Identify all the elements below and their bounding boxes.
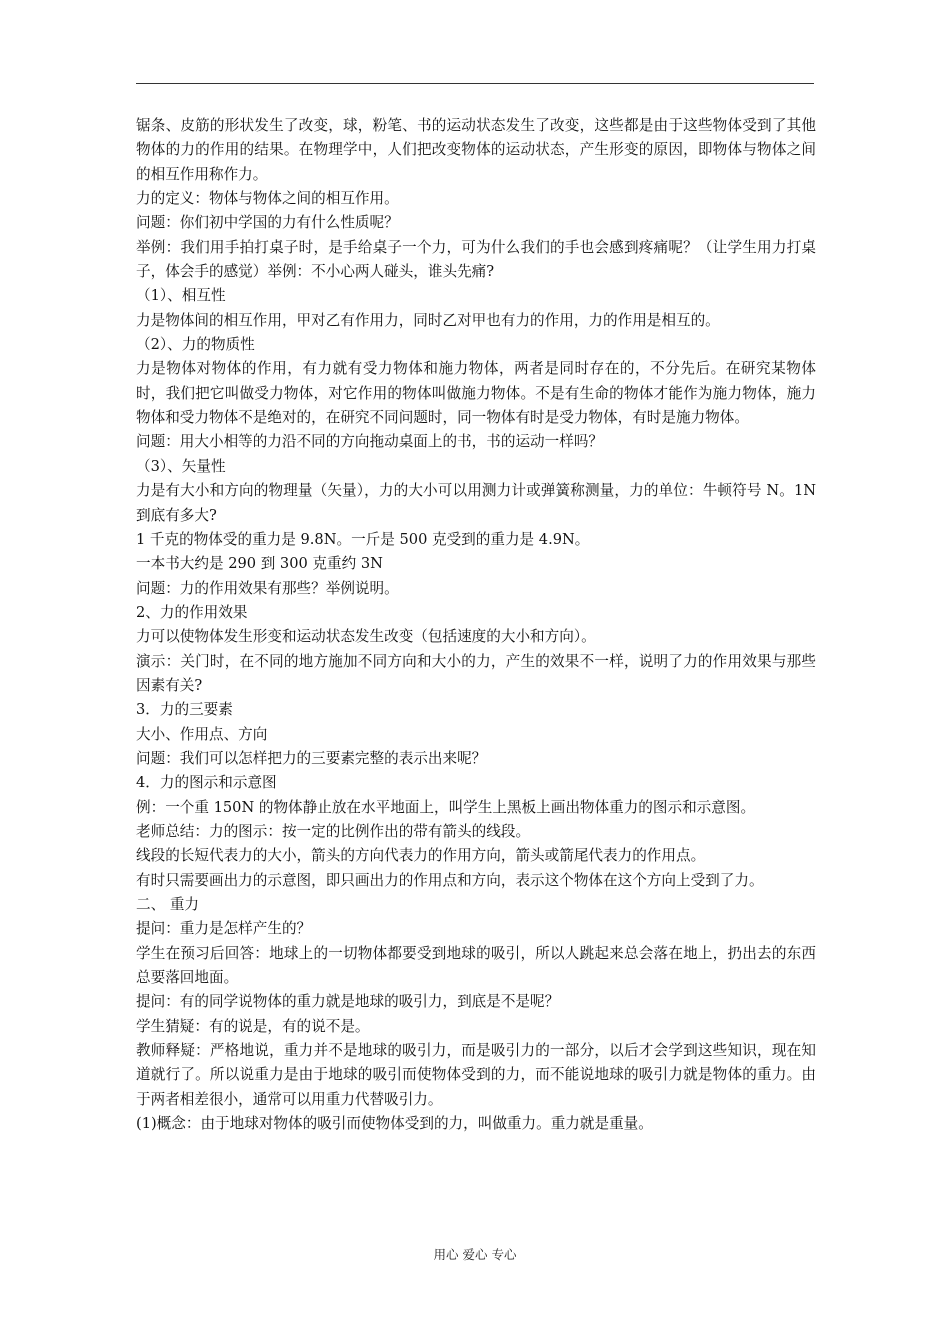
paragraph: 大小、作用点、方向 [136, 725, 268, 743]
paragraph: 学生猜疑：有的说是，有的说不是。 [136, 1017, 370, 1035]
paragraph: 力是物体间的相互作用，甲对乙有作用力，同时乙对甲也有力的作用，力的作用是相互的。 [136, 311, 720, 329]
page-footer: 用心 爱心 专心 [433, 1247, 517, 1262]
paragraph: 举例：我们用手拍打桌子时，是手给桌子一个力，可为什么我们的手也会感到疼痛呢？（让学生用力打桌子，体会手的感觉）举例：不小心两人碰头，谁头先痛? [136, 238, 816, 281]
section-heading: （2）、力的物质性 [136, 336, 255, 354]
section-heading: 3．力的三要素 [136, 701, 233, 719]
paragraph: 问题：你们初中学国的力有什么性质呢？ [136, 214, 399, 232]
paragraph: 线段的长短代表力的大小，箭头的方向代表力的作用方向，箭头或箭尾代表力的作用点。 [136, 847, 706, 865]
paragraph: 力是有大小和方向的物理量（矢量），力的大小可以用测力计或弹簧称测量，力的单位：牛顿符号 N。1N 到底有多大? [136, 482, 816, 524]
paragraph: 提问：重力是怎样产生的？ [136, 920, 312, 938]
paragraph: 学生在预习后回答：地球上的一切物体都要受到地球的吸引，所以人跳起来总会落在地上，扔出去的东西总要落回地面。 [136, 944, 816, 987]
paragraph: (1)概念：由于地球对物体的吸引而使物体受到的力，叫做重力。重力就是重量。 [136, 1115, 653, 1133]
paragraph: 力可以使物体发生形变和运动状态发生改变（包括速度的大小和方向）。 [136, 628, 596, 646]
section-heading: （3）、矢量性 [136, 457, 226, 475]
section-heading: 2、力的作用效果 [136, 603, 248, 621]
section-heading: 4．力的图示和示意图 [136, 774, 277, 792]
paragraph: 提问：有的同学说物体的重力就是地球的吸引力，到底是不是呢？ [136, 993, 560, 1011]
paragraph: 1 千克的物体受的重力是 9.8N。一斤是 500 克受到的重力是 4.9N。 [136, 530, 590, 548]
paragraph: 一本书大约是 290 到 300 克重约 3N [136, 555, 383, 573]
paragraph: 问题：力的作用效果有那些？举例说明。 [136, 579, 399, 597]
paragraph: 问题：用大小相等的力沿不同的方向拖动桌面上的书，书的运动一样吗？ [136, 433, 604, 451]
paragraph: 力是物体对物体的作用，有力就有受力物体和施力物体，两者是同时存在的，不分先后。在研究某物体时，我们把它叫做受力物体，对它作用的物体叫做施力物体。不是有生命的物体才能作为施力物体，施力物体和受力物体不是绝对的，在研究不同问题时，同一物体有时是受力物体，有时是施力物体。 [136, 360, 816, 427]
section-heading: （1）、相互性 [136, 287, 226, 305]
header-rule [136, 83, 814, 84]
paragraph: 老师总结：力的图示：按一定的比例作出的带有箭头的线段。 [136, 822, 531, 840]
document-body [136, 114, 816, 1136]
paragraph: 锯条、皮筋的形状发生了改变，球，粉笔、书的运动状态发生了改变，这些都是由于这些物体受到了其他物体的力的作用的结果。在物理学中，人们把改变物体的运动状态，产生形变的原因，即物体与物体之间的相互作用称作力。 [136, 117, 816, 183]
paragraph: 问题：我们可以怎样把力的三要素完整的表示出来呢？ [136, 749, 487, 767]
paragraph: 有时只需要画出力的示意图，即只画出力的作用点和方向，表示这个物体在这个方向上受到了力。 [136, 871, 764, 889]
paragraph: 力的定义：物体与物体之间的相互作用。 [136, 190, 399, 208]
section-heading: 二、 重力 [136, 896, 200, 913]
paragraph: 例：一个重 150N 的物体静止放在水平地面上，叫学生上黑板上画出物体重力的图示和示意图。 [136, 798, 756, 816]
paragraph: 演示：关门时，在不同的地方施加不同方向和大小的力，产生的效果不一样，说明了力的作用效果与那些因素有关? [136, 652, 816, 694]
paragraph: 教师释疑：严格地说，重力并不是地球的吸引力，而是吸引力的一部分，以后才会学到这些知识，现在知道就行了。所以说重力是由于地球的吸引而使物体受到的力，而不能说地球的吸引力就是物体的重力。由于两者相差很小，通常可以用重力代替吸引力。 [136, 1042, 816, 1108]
